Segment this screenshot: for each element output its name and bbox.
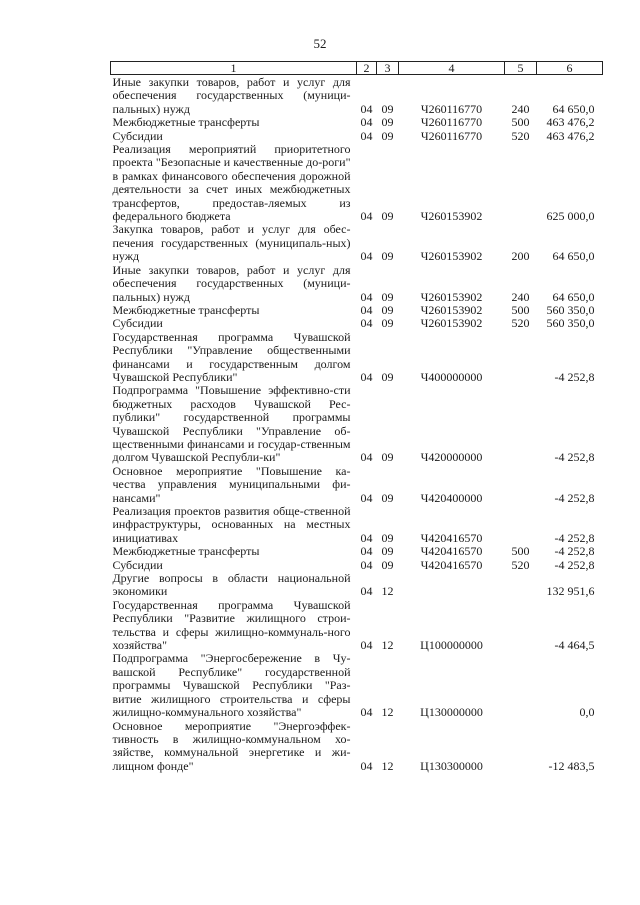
row-subsection: 09 bbox=[381, 544, 394, 559]
row-subsection: 12 bbox=[381, 584, 394, 599]
row-name: Закупка товаров, работ и услуг для обес-печения государственных (муниципаль-ных) нужд bbox=[112, 222, 351, 264]
row-target-code: Ч260153902 bbox=[420, 249, 483, 264]
row-target-code: Ч260153902 bbox=[420, 289, 483, 304]
row-subsection: 09 bbox=[381, 249, 394, 264]
table-row bbox=[111, 317, 603, 330]
table-row bbox=[111, 304, 603, 317]
row-amount: 0,0 bbox=[579, 705, 595, 720]
header-col-type: 5 bbox=[505, 62, 537, 75]
header-col-name: 1 bbox=[111, 62, 357, 75]
row-amount: 625 000,0 bbox=[546, 209, 595, 224]
header-col-subsection: 3 bbox=[377, 62, 399, 75]
row-section: 04 bbox=[360, 316, 373, 331]
row-amount: 463 476,2 bbox=[546, 115, 595, 130]
row-amount: -4 252,8 bbox=[554, 557, 595, 572]
row-expense-type: 500 bbox=[511, 544, 530, 559]
row-target-code bbox=[399, 572, 505, 599]
row-amount: 463 476,2 bbox=[546, 128, 595, 143]
row-amount: -4 252,8 bbox=[554, 450, 595, 465]
row-name: Иные закупки товаров, работ и услуг для обеспечения государственных (муници-пальных) нужд bbox=[112, 262, 351, 304]
row-amount: -12 483,5 bbox=[548, 758, 595, 773]
row-expense-type: 240 bbox=[511, 289, 530, 304]
row-target-code: Ч260153902 bbox=[420, 209, 483, 224]
table-row bbox=[111, 652, 603, 719]
row-section: 04 bbox=[360, 638, 373, 653]
row-expense-type bbox=[505, 572, 537, 599]
row-subsection: 09 bbox=[381, 450, 394, 465]
table-row bbox=[111, 331, 603, 385]
table-body bbox=[111, 75, 603, 774]
header-col-target: 4 bbox=[399, 62, 505, 75]
row-section: 04 bbox=[360, 584, 373, 599]
row-expense-type: 520 bbox=[511, 128, 530, 143]
row-name: Межбюджетные трансферты bbox=[112, 544, 260, 559]
row-subsection: 09 bbox=[381, 369, 394, 384]
row-amount: 560 350,0 bbox=[546, 316, 595, 331]
header-row bbox=[111, 62, 603, 75]
row-section: 04 bbox=[360, 544, 373, 559]
row-subsection: 09 bbox=[381, 289, 394, 304]
row-target-code: Ц130000000 bbox=[420, 705, 483, 720]
row-target-code: Ч260116770 bbox=[420, 101, 483, 116]
row-name: Межбюджетные трансферты bbox=[112, 302, 260, 317]
row-expense-type: 520 bbox=[511, 316, 530, 331]
row-subsection: 12 bbox=[381, 638, 394, 653]
row-target-code: Ч260153902 bbox=[420, 316, 483, 331]
row-name: Подпрограмма "Повышение эффективно-сти бюджетных расходов Чувашской Рес-публики" государственной программы Чувашской Республики "Управление об-щественными финансами и государ-ственным долгом Чувашской Республи-ки" bbox=[112, 383, 351, 465]
row-section: 04 bbox=[360, 490, 373, 505]
row-name: Основное мероприятие "Энергоэффек-тивность в жилищно-коммунальном хо-зяйстве, коммунальной энергетике и жи-лищном фонде" bbox=[112, 718, 351, 773]
row-target-code: Ц100000000 bbox=[420, 638, 483, 653]
row-expense-type bbox=[505, 652, 537, 719]
row-amount: -4 252,8 bbox=[554, 530, 595, 545]
row-amount: -4 252,8 bbox=[554, 490, 595, 505]
row-name: Реализация мероприятий приоритетного проекта "Безопасные и качественные до-роги" в рамках финансового обеспечения дорожной деятельности за счет иных межбюджетных трансфертов, предостав-ляемых из федерального бюджета bbox=[112, 142, 351, 224]
row-target-code: Ч260116770 bbox=[420, 115, 483, 130]
table-row bbox=[111, 75, 603, 117]
header-col-section: 2 bbox=[357, 62, 377, 75]
row-expense-type bbox=[505, 720, 537, 774]
row-name: Государственная программа Чувашской Республики "Развитие жилищного строи-тельства и сферы жилищно-коммуналь-ного хозяйства" bbox=[112, 597, 351, 653]
row-expense-type: 500 bbox=[511, 302, 530, 317]
row-subsection: 09 bbox=[381, 557, 394, 572]
table-row bbox=[111, 505, 603, 545]
row-expense-type bbox=[505, 384, 537, 464]
budget-table bbox=[110, 61, 603, 773]
row-name: Межбюджетные трансферты bbox=[112, 115, 260, 130]
row-section: 04 bbox=[360, 128, 373, 143]
row-subsection: 09 bbox=[381, 128, 394, 143]
table-row bbox=[111, 143, 603, 223]
table-row bbox=[111, 223, 603, 263]
row-subsection: 09 bbox=[381, 302, 394, 317]
row-target-code: Ц130300000 bbox=[420, 758, 483, 773]
row-name: Реализация проектов развития обще-ственной инфраструктуры, основанных на местных инициативах bbox=[112, 504, 351, 545]
row-section: 04 bbox=[360, 115, 373, 130]
row-amount: 64 650,0 bbox=[552, 249, 595, 264]
row-name: Подпрограмма "Энергосбережение в Чу-вашской Республике" государственной программы Чувашской Республики "Раз-витие жилищного строительства и сферы жилищно-коммунального хозяйства" bbox=[112, 651, 351, 720]
row-expense-type: 200 bbox=[511, 249, 530, 264]
row-subsection: 09 bbox=[381, 115, 394, 130]
row-expense-type: 500 bbox=[511, 115, 530, 130]
row-section: 04 bbox=[360, 209, 373, 224]
row-expense-type bbox=[505, 505, 537, 545]
row-subsection: 12 bbox=[381, 758, 394, 773]
table-row bbox=[111, 116, 603, 129]
row-target-code: Ч420400000 bbox=[420, 490, 483, 505]
row-name: Государственная программа Чувашской Республики "Управление общественными финансами и государственным долгом Чувашской Республики" bbox=[112, 329, 351, 384]
row-name: Субсидии bbox=[112, 557, 163, 572]
row-expense-type bbox=[505, 599, 537, 653]
row-section: 04 bbox=[360, 530, 373, 545]
row-section: 04 bbox=[360, 249, 373, 264]
row-expense-type bbox=[505, 465, 537, 505]
table-row bbox=[111, 559, 603, 572]
row-subsection: 09 bbox=[381, 530, 394, 545]
row-subsection: 09 bbox=[381, 490, 394, 505]
row-section: 04 bbox=[360, 101, 373, 116]
header-col-amount: 6 bbox=[537, 62, 603, 75]
table-row bbox=[111, 384, 603, 464]
row-section: 04 bbox=[360, 557, 373, 572]
row-expense-type: 240 bbox=[511, 101, 530, 116]
row-name: Субсидии bbox=[112, 316, 163, 331]
row-expense-type bbox=[505, 331, 537, 385]
row-target-code: Ч260116770 bbox=[420, 128, 483, 143]
row-amount: 560 350,0 bbox=[546, 302, 595, 317]
row-section: 04 bbox=[360, 705, 373, 720]
row-subsection: 09 bbox=[381, 101, 394, 116]
table-row bbox=[111, 545, 603, 558]
row-name: Субсидии bbox=[112, 128, 163, 143]
table-header bbox=[111, 62, 603, 75]
table-row bbox=[111, 264, 603, 304]
row-subsection: 09 bbox=[381, 316, 394, 331]
row-section: 04 bbox=[360, 450, 373, 465]
row-target-code: Ч260153902 bbox=[420, 302, 483, 317]
row-amount: -4 252,8 bbox=[554, 369, 595, 384]
row-target-code: Ч420416570 bbox=[420, 544, 483, 559]
row-subsection: 12 bbox=[381, 705, 394, 720]
row-section: 04 bbox=[360, 369, 373, 384]
row-name: Основное мероприятие "Повышение ка-чества управления муниципальными фи-нансами" bbox=[112, 463, 351, 505]
row-amount: -4 252,8 bbox=[554, 544, 595, 559]
row-amount: 64 650,0 bbox=[552, 289, 595, 304]
row-expense-type: 520 bbox=[511, 557, 530, 572]
row-amount: -4 464,5 bbox=[554, 638, 595, 653]
table-row bbox=[111, 720, 603, 774]
row-subsection: 09 bbox=[381, 209, 394, 224]
row-name: Другие вопросы в области национальной экономики bbox=[112, 571, 351, 599]
row-section: 04 bbox=[360, 758, 373, 773]
row-expense-type bbox=[505, 143, 537, 223]
table-row bbox=[111, 572, 603, 599]
page-number: 52 bbox=[313, 36, 327, 51]
row-name: Иные закупки товаров, работ и услуг для обеспечения государственных (муници-пальных) нужд bbox=[112, 75, 351, 116]
row-target-code: Ч420416570 bbox=[420, 557, 483, 572]
row-section: 04 bbox=[360, 289, 373, 304]
table-row bbox=[111, 599, 603, 653]
row-section: 04 bbox=[360, 302, 373, 317]
row-target-code: Ч420416570 bbox=[420, 530, 483, 545]
row-target-code: Ч400000000 bbox=[420, 369, 483, 384]
row-amount: 132 951,6 bbox=[546, 584, 595, 599]
row-amount: 64 650,0 bbox=[552, 101, 595, 116]
row-target-code: Ч420000000 bbox=[420, 450, 483, 465]
table-row bbox=[111, 465, 603, 505]
table-row bbox=[111, 130, 603, 143]
